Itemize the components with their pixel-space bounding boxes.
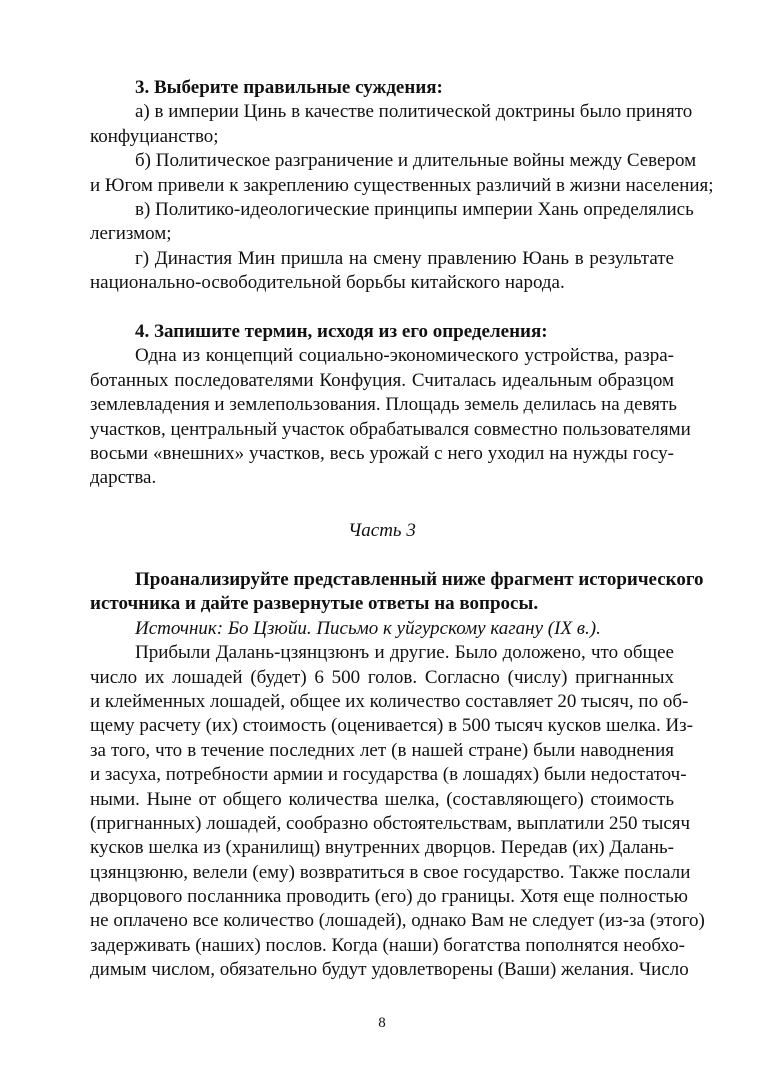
definition-line: Одна из концепций социально-экономического устройства, разра-: [135, 345, 674, 367]
source-citation: Источник: Бо Цзюйи. Письмо к уйгурскому кагану (IX в.).: [135, 617, 601, 639]
answer-option-line: б) Политическое разграничение и длительные войны между Севером: [135, 150, 697, 172]
definition-line: дарства.: [90, 467, 157, 489]
source-text-line: число их лошадей (будет) 6 500 голов. Согласно (числу) пригнанных: [90, 666, 674, 688]
answer-option-line: в) Политико-идеологические принципы империи Хань определялись: [135, 198, 694, 220]
question-4-heading: 4. Запишите термин, исходя из его определения:: [135, 321, 548, 342]
source-text-line: кусков шелка из (хранилищ) внутренних дворцов. Передав (их) Далань-: [90, 837, 674, 859]
source-text-line: димым числом, обязательно будут удовлетворены (Ваши) желания. Число: [90, 959, 689, 981]
question-3: [90, 76, 714, 296]
answer-option-line: легизмом;: [90, 223, 172, 245]
source-text-line: задерживать (наших) послов. Когда (наши) богатства пополнятся необхо-: [90, 934, 685, 956]
source-text-line: не оплачено все количество (лошадей), однако Вам не следует (из-за (этого): [90, 910, 705, 932]
page-number: 8: [378, 1015, 386, 1031]
source-text-line: Прибыли Далань-цзянцзюнъ и другие. Было доложено, что общее: [135, 642, 674, 664]
source-text-line: цзянцзюню, велели (ему) возвратиться в свое государство. Также послали: [90, 861, 691, 883]
part-3-task: [90, 568, 705, 983]
source-text-line: ными. Ныне от общего количества шелка, (составляющего) стоимость: [90, 788, 674, 810]
source-text-line: и засуха, потребности армии и государства (в лошадях) были недостаточ-: [90, 764, 687, 786]
answer-option-line: г) Династия Мин пришла на смену правлению Юань в результате: [135, 247, 674, 269]
task-line: источника и дайте развернутые ответы на вопросы.: [90, 593, 539, 615]
question-4: [90, 320, 691, 491]
source-text-line: и клейменных лошадей, общее их количество составляет 20 тысяч, по об-: [90, 690, 689, 712]
definition-line: восьми «внешних» участков, весь урожай с него уходил на нужды госу-: [90, 442, 674, 464]
task-line: Проанализируйте представленный ниже фрагмент исторического: [135, 569, 704, 590]
definition-line: землевладения и землепользования. Площадь земель делилась на девять: [90, 394, 677, 416]
answer-option-line: а) в империи Цинь в качестве политической доктрины было принято: [135, 101, 693, 123]
definition-line: участков, центральный участок обрабатывался совместно пользователями: [90, 418, 691, 440]
part-title-block: [90, 519, 674, 543]
answer-option-line: конфуцианство;: [90, 125, 219, 147]
answer-option-line: и Югом привели к закреплению существенных различий в жизни населения;: [90, 174, 714, 196]
answer-option-line: национально-освободительной борьбы китайского народа.: [90, 272, 565, 294]
question-3-heading: 3. Выберите правильные суждения:: [135, 77, 443, 98]
part-title: Часть 3: [348, 520, 416, 541]
source-text-line: щему расчету (их) стоимость (оценивается) в 500 тысяч кусков шелка. Из-: [90, 715, 693, 737]
definition-line: ботанных последователями Конфуция. Считалась идеальным образцом: [90, 369, 674, 391]
source-text-line: за того, что в течение последних лет (в нашей стране) были наводнения: [90, 739, 674, 761]
source-text-line: (пригнанных) лошадей, сообразно обстоятельствам, выплатили 250 тысяч: [90, 812, 691, 834]
source-text-line: дворцового посланника проводить (его) до границы. Хотя еще полностью: [90, 886, 688, 908]
